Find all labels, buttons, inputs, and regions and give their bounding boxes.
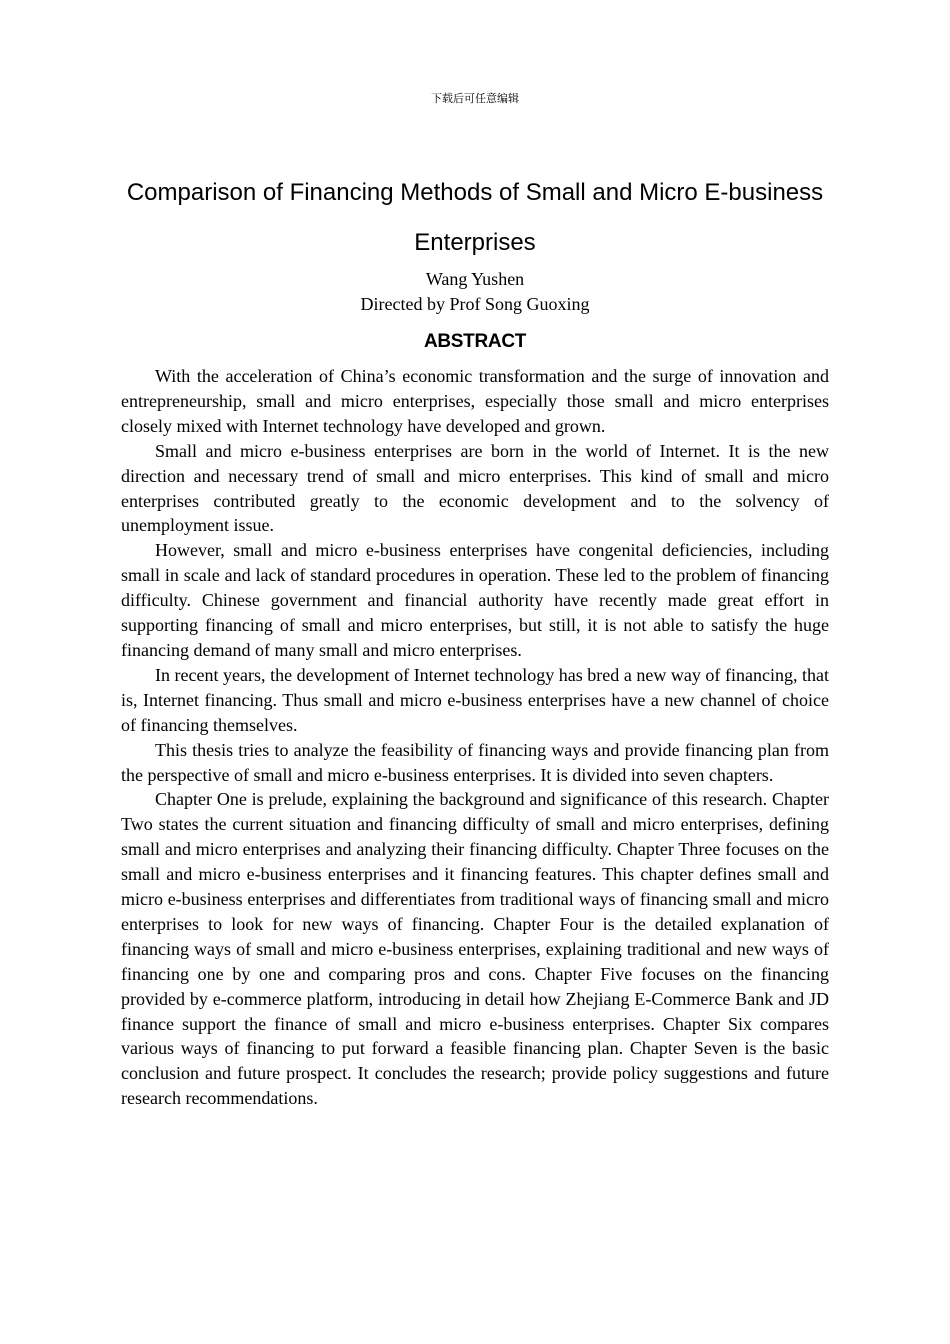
abstract-paragraph-5: This thesis tries to analyze the feasibility of financing ways and provide financing plan from the perspective of small and micro e-business enterprises. It is divided into seven chapters. bbox=[121, 739, 829, 785]
abstract-heading: ABSTRACT bbox=[423, 331, 527, 352]
abstract-paragraph-3: However, small and micro e-business enterprises have congenital deficiencies, including small in scale and lack of standard procedures in operation. These led to the problem of financing difficulty. Chinese government and financial authority have recently made great effort in supporting financing of small and micro enterprises, but still, it is not able to satisfy the huge financing demand of many small and micro enterprises. bbox=[121, 540, 829, 660]
abstract-paragraph-4: In recent years, the development of Internet technology has bred a new way of financing, that is, Internet financing. Thus small and micro e-business enterprises have a new channel of choice of financing themselves. bbox=[121, 664, 829, 735]
abstract-body bbox=[121, 364, 829, 1111]
abstract-paragraph-6: Chapter One is prelude, explaining the background and significance of this research. Chapter Two states the current situation and financing difficulty of small and micro enterprises, defining small and micro enterprises and analyzing their financing difficulty. Chapter Three focuses on the small and micro e-business enterprises and it financing features. This chapter defines small and micro e-business enterprises and differentiates from traditional ways of financing small and micro enterprises to look for new ways of financing. Chapter Four is the detailed explanation of financing ways of small and micro e-business enterprises, explaining traditional and new ways of financing one by one and comparing pros and cons. Chapter Five focuses on the financing provided by e-commerce platform, introducing in detail how Zhejiang E-Commerce Bank and JD finance support the finance of small and micro e-business enterprises. Chapter Six compares various ways of financing to put forward a feasible financing plan. Chapter Seven is the basic conclusion and future prospect. It concludes the research; provide policy suggestions and future research recommendations. bbox=[121, 789, 829, 1109]
header-note: 下载后可任意编辑 bbox=[431, 92, 519, 105]
advisor-line: Directed by Prof Song Guoxing bbox=[360, 294, 590, 314]
abstract-paragraph-2: Small and micro e-business enterprises are born in the world of Internet. It is the new direction and necessary trend of small and micro enterprises. This kind of small and micro enterprises contributed greatly to the economic development and to the solvency of unemployment issue. bbox=[121, 440, 829, 536]
paper-title: Comparison of Financing Methods of Small and Micro E-business Enterprises bbox=[126, 179, 824, 256]
abstract-paragraph-1: With the acceleration of China’s economic transformation and the surge of innovation and entrepreneurship, small and micro enterprises, especially those small and micro enterprises closely mixed with Internet technology have developed and grown. bbox=[121, 366, 829, 436]
author-name: Wang Yushen bbox=[425, 269, 525, 289]
